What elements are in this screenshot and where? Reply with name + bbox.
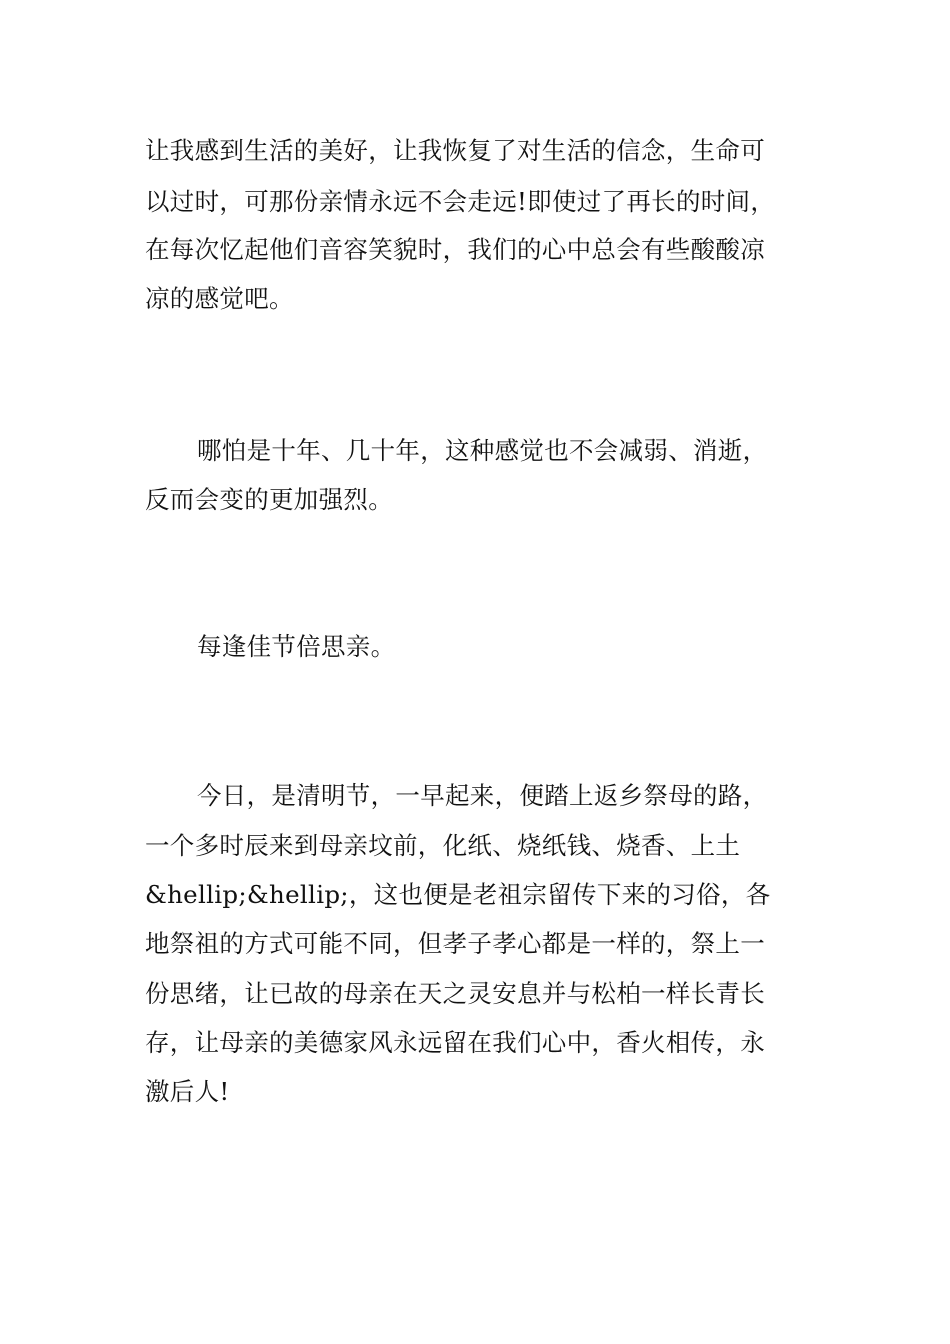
text-line: 以过时，可那份亲情永远不会走远!即使过了再长的时间， <box>145 187 776 216</box>
text-line: 在每次忆起他们音容笑貌时，我们的心中总会有些酸酸凉 <box>145 235 765 264</box>
text-line: 份思绪，让已故的母亲在天之灵安息并与松柏一样长青长 <box>145 979 765 1008</box>
text-line: 反而会变的更加强烈。 <box>145 485 393 514</box>
text-line: 今日，是清明节，一早起来，便踏上返乡祭母的路， <box>197 781 768 810</box>
text-line: 让我感到生活的美好，让我恢复了对生活的信念，生命可 <box>145 136 765 165</box>
text-line: 凉的感觉吧。 <box>145 284 294 313</box>
text-line: 地祭祖的方式可能不同，但孝子孝心都是一样的，祭上一 <box>145 929 765 958</box>
text-line: 哪怕是十年、几十年，这种感觉也不会减弱、消逝， <box>197 436 768 465</box>
text-line: 存，让母亲的美德家风永远留在我们心中，香火相传，永 <box>145 1028 765 1057</box>
text-line: &hellip;&hellip;，这也便是老祖宗留传下来的习俗，各 <box>145 880 771 909</box>
text-line: 激后人! <box>145 1077 230 1106</box>
text-line: 每逢佳节倍思亲。 <box>197 632 396 661</box>
text-line: 一个多时辰来到母亲坟前，化纸、烧纸钱、烧香、上土 <box>145 831 741 860</box>
